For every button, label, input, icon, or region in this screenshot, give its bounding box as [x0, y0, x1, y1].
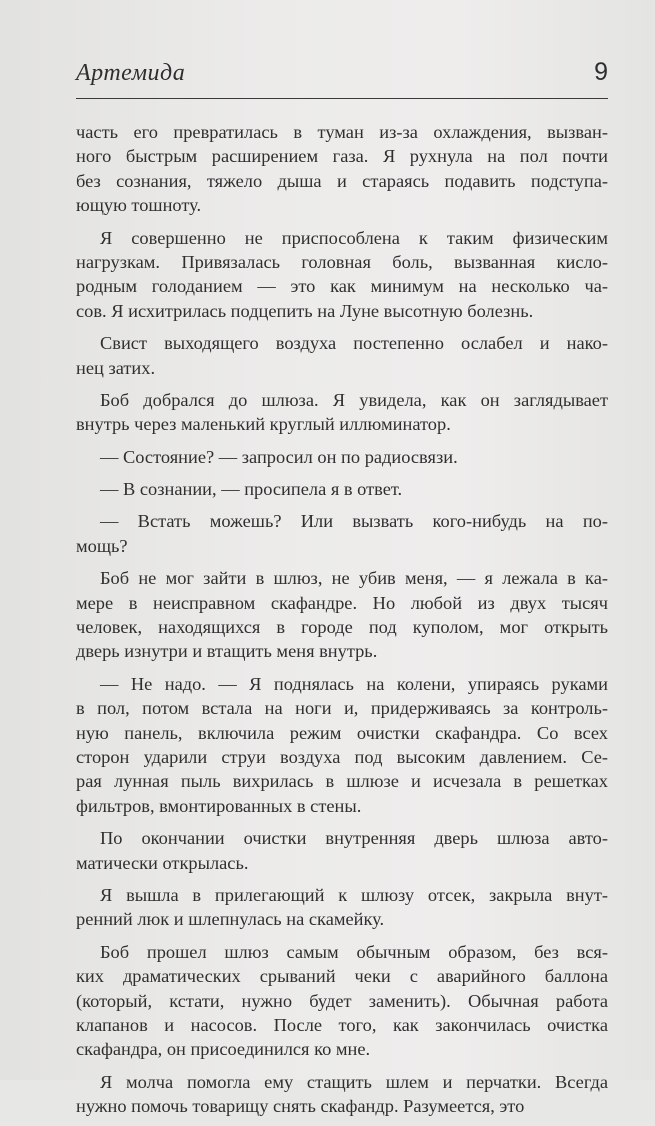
text-line: нагрузкам. Привязалась головная боль, вызванная кисло- — [76, 251, 608, 272]
body-text — [76, 120, 608, 1126]
page-number: 9 — [594, 58, 608, 86]
text-line: (который, кстати, нужно будет заменить). Обычная работа — [76, 990, 608, 1011]
text-line: Боб не мог зайти в шлюз, не убив меня, — я лежала в ка- — [100, 568, 608, 589]
text-line: — Не надо. — Я поднялась на колени, упираясь руками — [100, 673, 608, 694]
paragraph — [76, 477, 608, 501]
text-line: нужно помочь товарищу снять скафандр. Разумеется, это — [76, 1096, 525, 1117]
running-title: Артемида — [76, 60, 186, 86]
page-header — [76, 58, 608, 99]
paragraph — [76, 826, 608, 875]
text-line: ющую тошноту. — [76, 195, 202, 216]
paragraph — [76, 566, 608, 664]
paragraph — [76, 388, 608, 437]
text-line: клапанов и насосов. После того, как закончилась очистка — [76, 1014, 608, 1035]
text-line: нец затих. — [76, 357, 156, 378]
text-line: Боб прошел шлюз самым обычным образом, без вся- — [100, 941, 608, 962]
paragraph — [76, 509, 608, 558]
text-line: человек, находящихся в городе под куполом, мог открыть — [76, 617, 608, 638]
paragraph — [76, 120, 608, 218]
text-line: мощь? — [76, 535, 128, 556]
text-line: скафандра, он присоединился ко мне. — [76, 1039, 371, 1060]
text-line: Боб добрался до шлюза. Я увидела, как он заглядывает — [100, 389, 608, 410]
text-line: сов. Я исхитрилась подцепить на Луне высотную болезнь. — [76, 300, 534, 321]
paragraph — [76, 1070, 608, 1119]
text-line: родным голоданием — это как минимум на несколько ча- — [76, 276, 608, 297]
text-line: часть его превратилась в туман из-за охлаждения, вызван- — [76, 122, 608, 142]
text-line: Свист выходящего воздуха постепенно ослабел и нако- — [100, 333, 608, 354]
text-line: дверь изнутри и втащить меня внутрь. — [76, 641, 378, 662]
text-line: без сознания, тяжело дыша и стараясь подавить подступа- — [76, 170, 608, 191]
text-line: в пол, потом встала на ноги и, придерживаясь за контроль- — [76, 698, 608, 719]
text-line: Я вышла в прилегающий к шлюзу отсек, закрыла внут- — [100, 884, 608, 905]
paragraph — [76, 940, 608, 1062]
text-line: мере в неисправном скафандре. Но любой из двух тысяч — [76, 592, 608, 613]
paragraph — [76, 331, 608, 380]
text-line: ного быстрым расширением газа. Я рухнула на пол почти — [76, 146, 608, 167]
text-line: ких драматических срываний чеки с аварийного баллона — [76, 966, 608, 987]
text-line: фильтров, вмонтированных в стены. — [76, 795, 362, 816]
text-line: рая лунная пыль вихрилась в шлюзе и исчезала в решетках — [76, 771, 608, 792]
text-line: внутрь через маленький круглый иллюминатор. — [76, 414, 451, 435]
paragraph — [76, 226, 608, 324]
text-line: По окончании очистки внутренняя дверь шлюза авто- — [100, 828, 608, 849]
paragraph — [76, 445, 608, 469]
text-line: ренний люк и шлепнулась на скамейку. — [76, 909, 385, 930]
paragraph — [76, 672, 608, 818]
text-line: ную панель, включила режим очистки скафандра. Со всех — [76, 722, 608, 743]
text-line: матически открылась. — [76, 852, 249, 873]
text-line: Я совершенно не приспособлена к таким физическим — [100, 227, 608, 248]
text-line: — Встать можешь? Или вызвать кого-нибудь на по- — [100, 511, 608, 532]
text-line: — Состояние? — запросил он по радиосвязи. — [100, 446, 458, 467]
paragraph — [76, 883, 608, 932]
text-line: Я молча помогла ему стащить шлем и перчатки. Всегда — [100, 1071, 608, 1092]
text-line: — В сознании, — просипела я в ответ. — [100, 479, 403, 500]
text-line: сторон ударили струи воздуха под высоким давлением. Се- — [76, 746, 608, 767]
